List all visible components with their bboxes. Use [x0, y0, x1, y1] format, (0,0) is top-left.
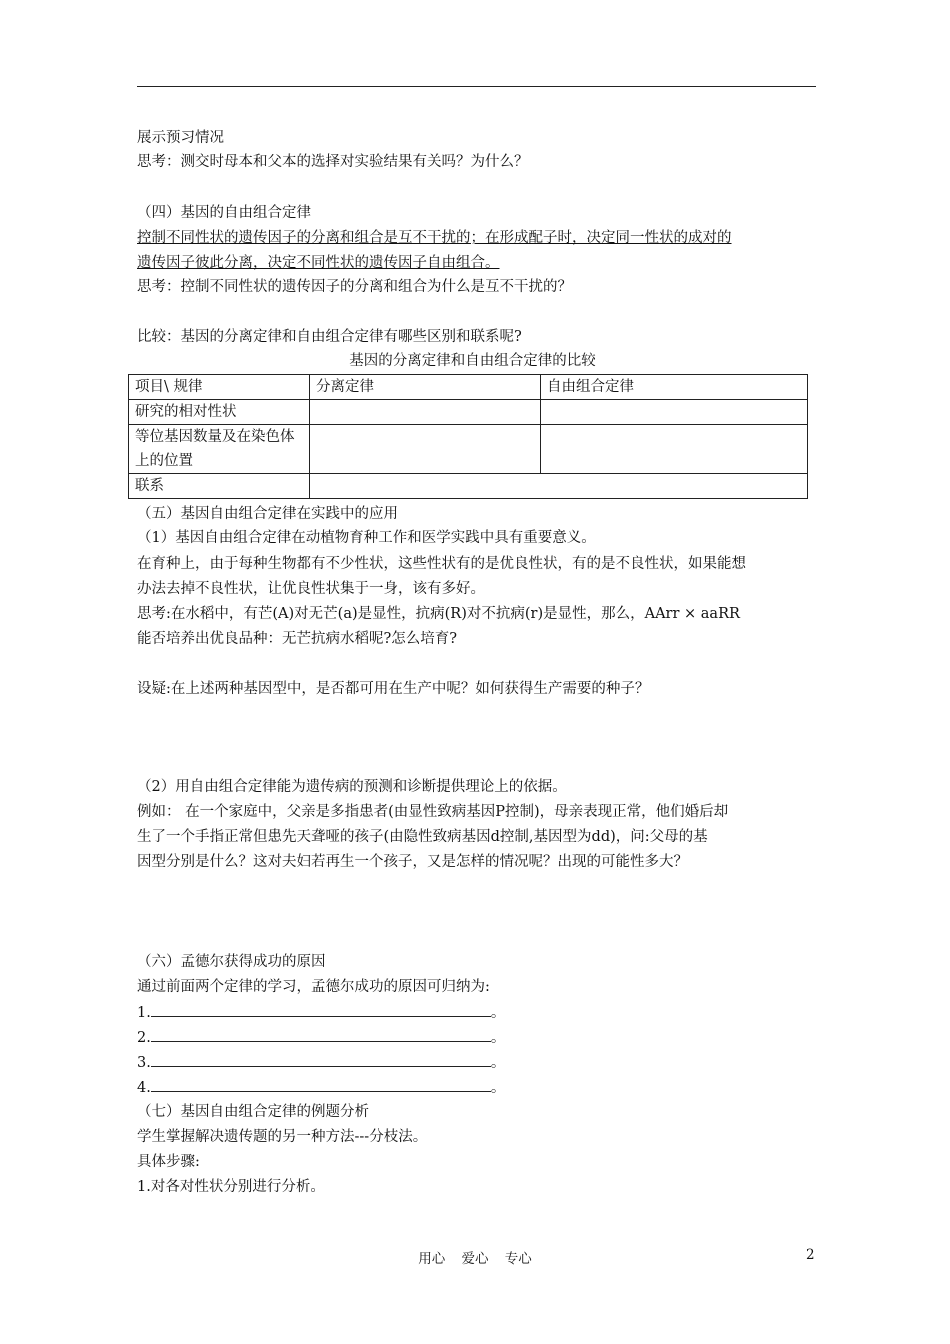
example-line-2: 生了一个手指正常但患先天聋哑的孩子(由隐性致病基因d控制,基因型为dd)，问:父母的基 — [137, 829, 708, 845]
blank-number: 2. — [137, 1030, 151, 1046]
blank-number: 4. — [137, 1080, 151, 1096]
doubt-question: 设疑:在上述两种基因型中，是否都可用在生产中呢？如何获得生产需要的种子？ — [137, 681, 650, 697]
compare-question: 比较：基因的分离定律和自由组合定律有哪些区别和联系呢? — [137, 329, 522, 345]
row-label: 联系 — [129, 474, 310, 499]
row-label: 等位基因数量及在染色体上的位置 — [129, 425, 310, 474]
think-question-1: 思考：测交时母本和父本的选择对实验结果有关吗？为什么？ — [137, 154, 529, 170]
table-cell — [310, 400, 541, 425]
table-row — [129, 425, 808, 474]
header-segregation: 分离定律 — [310, 375, 541, 400]
point-1: （1）基因自由组合定律在动植物育种工作和医学实践中具有重要意义。 — [137, 530, 596, 546]
reasons-intro: 通过前面两个定律的学习，孟德尔成功的原因可归纳为: — [137, 979, 490, 995]
table-row — [129, 400, 808, 425]
blank-line-1 — [137, 1002, 505, 1023]
footer-word-2: 爱心 — [461, 1251, 489, 1267]
law-statement-line-1: 控制不同性状的遗传因子的分离和组合是互不干扰的；在形成配子时，决定同一性状的成对的 — [137, 230, 732, 246]
breeding-text-2: 办法去掉不良性状，让优良性状集于一身，该有多好。 — [137, 581, 485, 597]
fill-blank — [151, 1027, 491, 1042]
step-1: 1.对各对性状分别进行分析。 — [137, 1179, 325, 1195]
section-5-heading: （五）基因自由组合定律在实践中的应用 — [137, 506, 398, 522]
fill-blank — [151, 1002, 491, 1017]
section-4-heading: （四）基因的自由组合定律 — [137, 205, 311, 221]
breeding-text-1: 在育种上，由于每种生物都有不少性状，这些性状有的是优良性状，有的是不良性状，如果能想 — [137, 556, 746, 572]
row-label: 研究的相对性状 — [129, 400, 310, 425]
table-cell — [541, 400, 808, 425]
example-line-3: 因型分别是什么？这对夫妇若再生一个孩子，又是怎样的情况呢？出现的可能性多大？ — [137, 854, 688, 870]
point-2: （2）用自由组合定律能为遗传病的预测和诊断提供理论上的依据。 — [137, 779, 567, 795]
branch-method: 学生掌握解决遗传题的另一种方法---分枝法。 — [137, 1129, 428, 1145]
blank-period: 。 — [490, 1055, 506, 1071]
rice-question-2: 能否培养出优良品种：无芒抗病水稻呢?怎么培育? — [137, 631, 458, 647]
blank-number: 3. — [137, 1055, 151, 1071]
header-rule — [137, 86, 816, 87]
blank-period: 。 — [490, 1080, 506, 1096]
table-caption: 基因的分离定律和自由组合定律的比较 — [349, 353, 596, 369]
blank-number: 1. — [137, 1005, 151, 1021]
section-6-heading: （六）孟德尔获得成功的原因 — [137, 954, 326, 970]
footer-word-3: 专心 — [504, 1251, 532, 1267]
think-question-2: 思考：控制不同性状的遗传因子的分离和组合为什么是互不干扰的？ — [137, 279, 572, 295]
fill-blank — [151, 1077, 491, 1092]
blank-period: 。 — [490, 1005, 506, 1021]
blank-line-2 — [137, 1027, 505, 1048]
fill-blank — [151, 1052, 491, 1067]
table-cell — [310, 474, 808, 499]
table-cell — [541, 425, 808, 474]
blank-line-4 — [137, 1077, 505, 1098]
blank-line-3 — [137, 1052, 505, 1073]
comparison-table — [128, 374, 808, 499]
page-number: 2 — [806, 1247, 815, 1263]
table-header-row — [129, 375, 808, 400]
table-row — [129, 474, 808, 499]
blank-period: 。 — [490, 1030, 506, 1046]
steps-heading: 具体步骤: — [137, 1154, 200, 1170]
preview-heading: 展示预习情况 — [137, 130, 224, 146]
section-7-heading: （七）基因自由组合定律的例题分析 — [137, 1104, 369, 1120]
rice-question-1: 思考:在水稻中，有芒(A)对无芒(a)是显性，抗病(R)对不抗病(r)是显性，那么，AArr × aaRR — [137, 606, 740, 622]
example-line-1: 例如： 在一个家庭中，父亲是多指患者(由显性致病基因P控制)，母亲表现正常，他们婚后却 — [137, 804, 729, 820]
law-statement-line-2: 遗传因子彼此分离，决定不同性状的遗传因子自由组合。 — [137, 255, 500, 271]
footer-word-1: 用心 — [418, 1251, 446, 1267]
table-cell — [310, 425, 541, 474]
header-item: 项目\ 规律 — [129, 375, 310, 400]
header-independent: 自由组合定律 — [541, 375, 808, 400]
